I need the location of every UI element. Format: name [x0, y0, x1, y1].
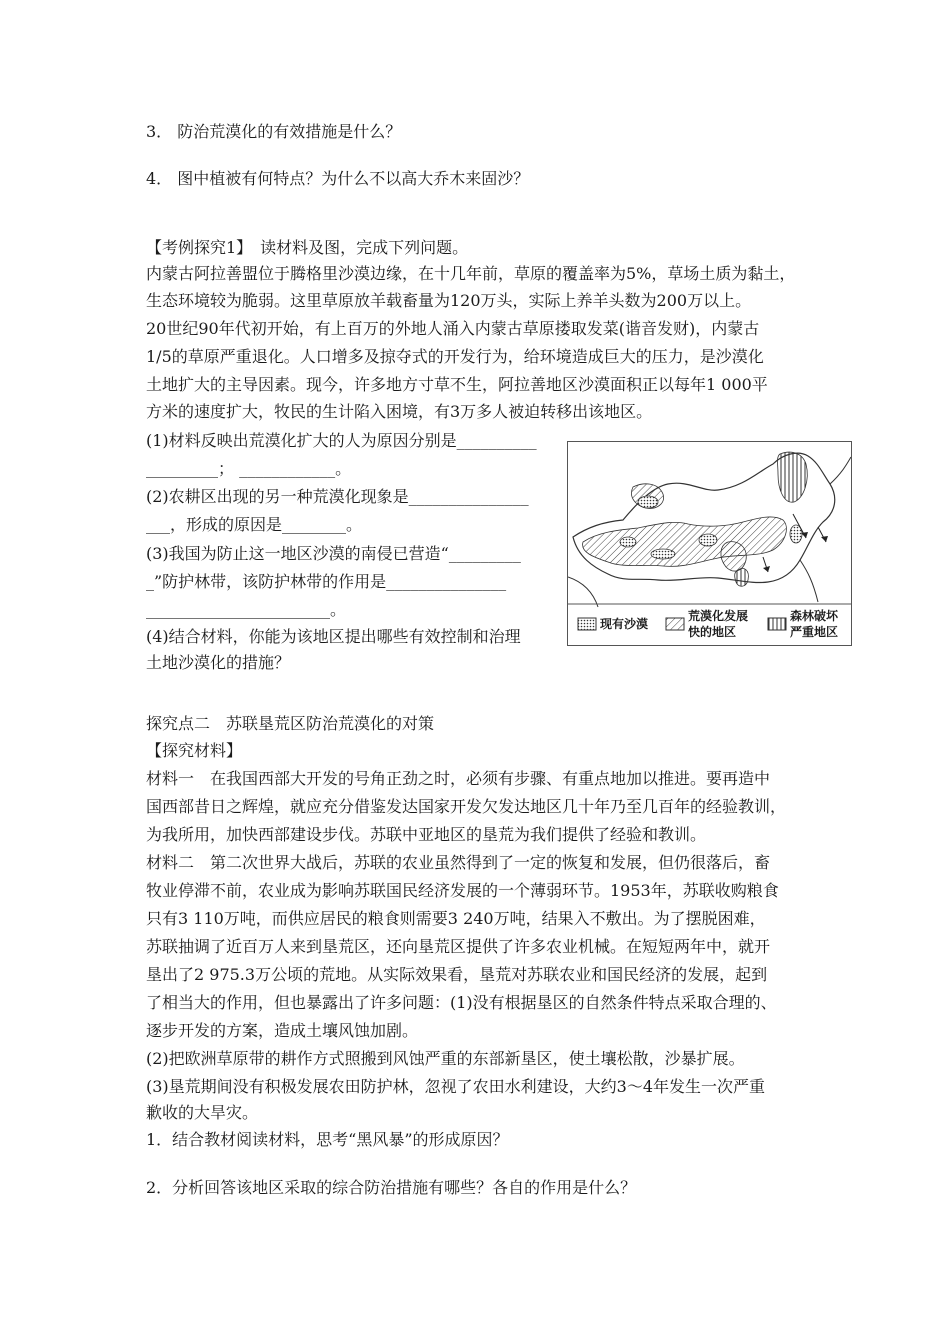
question-1: 1．结合教材阅读材料，思考“黑风暴”的形成原因？ — [146, 1130, 509, 1149]
material-line: (2)把欧洲草原带的耕作方式照搬到风蚀严重的东部新垦区，使土壤松散，沙暴扩展。 — [146, 1049, 745, 1068]
legend-forest-label-2: 严重地区 — [790, 625, 839, 639]
question-3: 3． 防治荒漠化的有效措施是什么？ — [146, 122, 402, 141]
material-line: 材料一 在我国西部大开发的号角正劲之时，必须有步骤、有重点地加以推进。要再造中 — [146, 769, 771, 788]
material-line: 逐步开发的方案，造成土壤风蚀加剧。 — [146, 1021, 419, 1040]
material-line: 垦出了2 975.3万公顷的荒地。从实际效果看，垦荒对苏联农业和国民经济的发展，起到 — [146, 965, 768, 984]
legend-desertification-label-2: 快的地区 — [688, 625, 737, 639]
material-line: 牧业停滞不前，农业成为影响苏联国民经济发展的一个薄弱环节。1953年，苏联收购粮食 — [146, 881, 779, 900]
material-line: 为我所用，加快西部建设步伐。苏联中亚地区的垦荒为我们提供了经验和教训。 — [146, 825, 707, 844]
example-para-line: 1/5的草原严重退化。人口增多及掠夺式的开发行为，给环境造成巨大的压力，是沙漠化 — [146, 347, 764, 366]
example-para-line: 内蒙古阿拉善盟位于腾格里沙漠边缘，在十几年前，草原的覆盖率为5%，草场土质为黏土， — [146, 264, 796, 283]
example-para-line: 生态环境较为脆弱。这里草原放羊载畜量为120万头，实际上养羊头数为200万以上。 — [146, 291, 752, 310]
example-item-line: (4)结合材料，你能为该地区提出哪些有效控制和治理 — [146, 627, 521, 646]
legend-forest-label-1: 森林破坏 — [790, 609, 839, 623]
material-line: 只有3 110万吨，而供应居民的粮食则需要3 240万吨，结果入不敷出。为了摆脱困难， — [146, 909, 766, 928]
material-tag: 【探究材料】 — [146, 741, 243, 760]
example-item-line: (3)我国为防止这一地区沙漠的南侵已营造“_________ — [146, 544, 521, 563]
material-line: 国西部昔日之辉煌，就应充分借鉴发达国家开发欠发达地区几十年乃至几百年的经验教训， — [146, 797, 787, 816]
question-4: 4． 图中植被有何特点？为什么不以高大乔木来固沙？ — [146, 169, 530, 188]
example-para-line: 20世纪90年代初开始，有上百万的外地人涌入内蒙古草原搂取发菜(谐音发财)，内蒙古 — [146, 319, 760, 338]
example-item-line: (2)农耕区出现的另一种荒漠化现象是_______________ — [146, 487, 529, 506]
example-heading: 【考例探究1】 读材料及图，完成下列问题。 — [146, 238, 469, 257]
question-2: 2．分析回答该地区采取的综合防治措施有哪些？各自的作用是什么？ — [146, 1178, 637, 1197]
legend-desert-label: 现有沙漠 — [600, 617, 649, 631]
example-para-line: 方米的速度扩大，牧民的生计陷入困境，有3万多人被迫转移出该地区。 — [146, 402, 653, 421]
china-desertification-map — [567, 441, 852, 646]
section-title: 探究点二 苏联垦荒区防治荒漠化的对策 — [146, 714, 435, 733]
example-item-line: (1)材料反映出荒漠化扩大的人为原因分别是__________ — [146, 431, 537, 450]
example-item-line: _______________________。 — [146, 600, 347, 619]
legend-desertification-label-1: 荒漠化发展 — [688, 609, 749, 623]
material-line: 苏联抽调了近百万人来到垦荒区，还向垦荒区提供了许多农业机械。在短短两年中，就开 — [146, 937, 771, 956]
material-line: 了相当大的作用，但也暴露出了许多问题：(1)没有根据垦区的自然条件特点采取合理的、 — [146, 993, 777, 1012]
example-item-line: _________； ____________。 — [146, 459, 352, 478]
example-item-line: _”防护林带，该防护林带的作用是_______________ — [146, 572, 507, 591]
material-line: 材料二 第二次世界大战后，苏联的农业虽然得到了一定的恢复和发展，但仍很落后，畜 — [146, 853, 771, 872]
example-item-line: ___，形成的原因是________。 — [146, 515, 363, 534]
example-item-line: 土地沙漠化的措施？ — [146, 653, 291, 672]
material-line: (3)垦荒期间没有积极发展农田防护林，忽视了农田水利建设，大约3～4年发生一次严重 — [146, 1077, 766, 1096]
example-para-line: 土地扩大的主导因素。现今，许多地方寸草不生，阿拉善地区沙漠面积正以每年1 000平 — [146, 375, 768, 394]
material-line: 歉收的大旱灾。 — [146, 1103, 259, 1122]
